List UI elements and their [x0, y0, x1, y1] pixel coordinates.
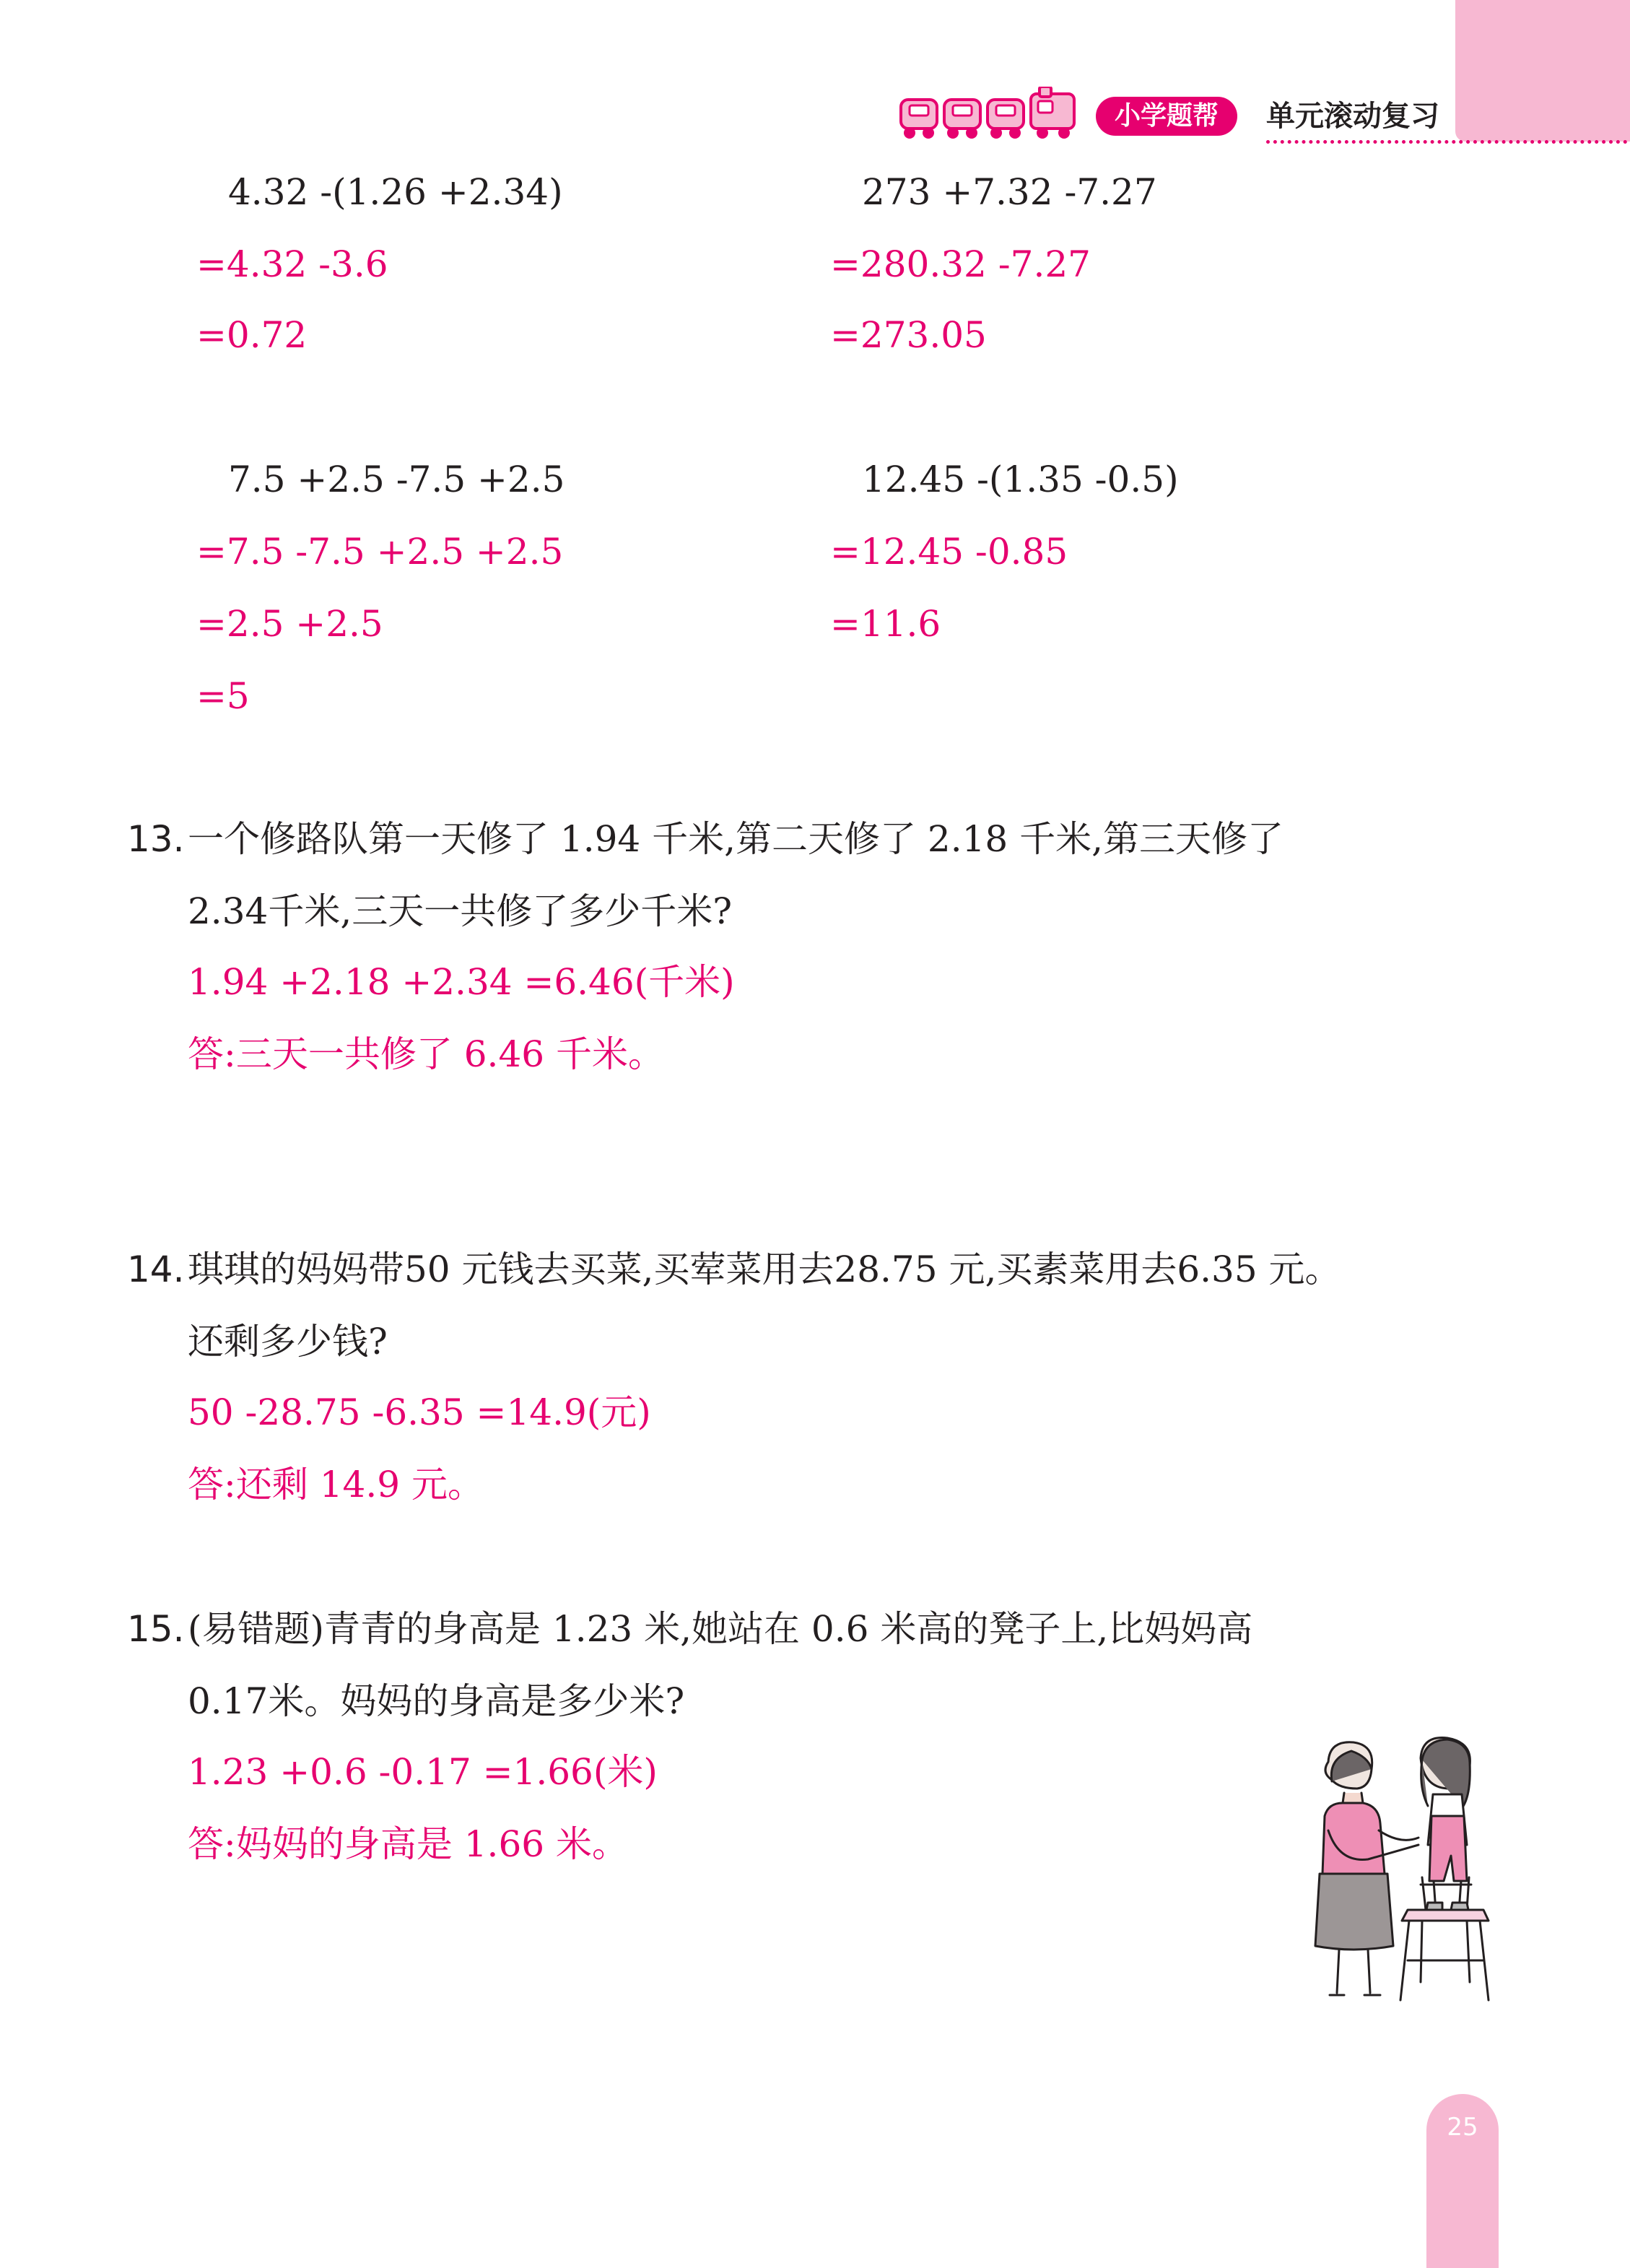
mother-daughter-illustration [1299, 1737, 1502, 2011]
calc-d-expr: 12.45 -(1.35 -0.5) [862, 459, 1179, 500]
calc-a-step-2: =0.72 [196, 314, 308, 356]
calc-d-step-1: =12.45 -0.85 [830, 531, 1068, 573]
calc-c-step-2: =2.5 +2.5 [196, 603, 383, 645]
question-13-line-2: 2.34千米,三天一共修了多少千米? [188, 890, 733, 932]
train-icon [895, 87, 1083, 144]
calc-c-step-1: =7.5 -7.5 +2.5 +2.5 [196, 531, 564, 573]
question-number-15: 15. [127, 1608, 185, 1650]
calc-b-step-2: =273.05 [830, 314, 987, 356]
question-15-answer: 答:妈妈的身高是 1.66 米。 [188, 1823, 628, 1865]
question-14-line-1: 琪琪的妈妈带50 元钱去买菜,买荤菜用去28.75 元,买素菜用去6.35 元。 [188, 1248, 1341, 1290]
calc-a-expr: 4.32 -(1.26 +2.34) [228, 171, 563, 213]
brand-block [1096, 97, 1439, 137]
header [895, 87, 1451, 144]
brand-badge: 小学题帮 [1096, 97, 1237, 136]
section-title: 单元滚动复习 [1266, 100, 1439, 133]
question-number-13: 13. [127, 818, 185, 860]
question-13-line-1: 一个修路队第一天修了 1.94 千米,第二天修了 2.18 千米,第三天修了 [188, 818, 1284, 860]
calc-b-expr: 273 +7.32 -7.27 [862, 171, 1157, 213]
calc-d-step-2: =11.6 [830, 603, 941, 645]
question-14-answer: 答:还剩 14.9 元。 [188, 1464, 484, 1506]
dotted-divider [1266, 140, 1630, 144]
question-13-solution: 1.94 +2.18 +2.34 =6.46(千米) [188, 961, 735, 1003]
question-13-answer: 答:三天一共修了 6.46 千米。 [188, 1033, 664, 1075]
calc-a-step-1: =4.32 -3.6 [196, 243, 388, 285]
corner-tab [1455, 0, 1630, 142]
question-number-14: 14. [127, 1248, 185, 1290]
question-15-solution: 1.23 +0.6 -0.17 =1.66(米) [188, 1751, 658, 1793]
page-number: 25 [1447, 2113, 1478, 2142]
page-number-tab [1426, 2094, 1499, 2268]
question-14-line-2: 还剩多少钱? [188, 1321, 388, 1363]
question-15-line-1: (易错题)青青的身高是 1.23 米,她站在 0.6 米高的凳子上,比妈妈高 [188, 1608, 1253, 1650]
calc-c-step-3: =5 [196, 675, 250, 717]
calc-c-expr: 7.5 +2.5 -7.5 +2.5 [228, 459, 565, 500]
question-14-solution: 50 -28.75 -6.35 =14.9(元) [188, 1391, 651, 1433]
question-15-line-2: 0.17米。妈妈的身高是多少米? [188, 1680, 685, 1722]
calc-b-step-1: =280.32 -7.27 [830, 243, 1091, 285]
